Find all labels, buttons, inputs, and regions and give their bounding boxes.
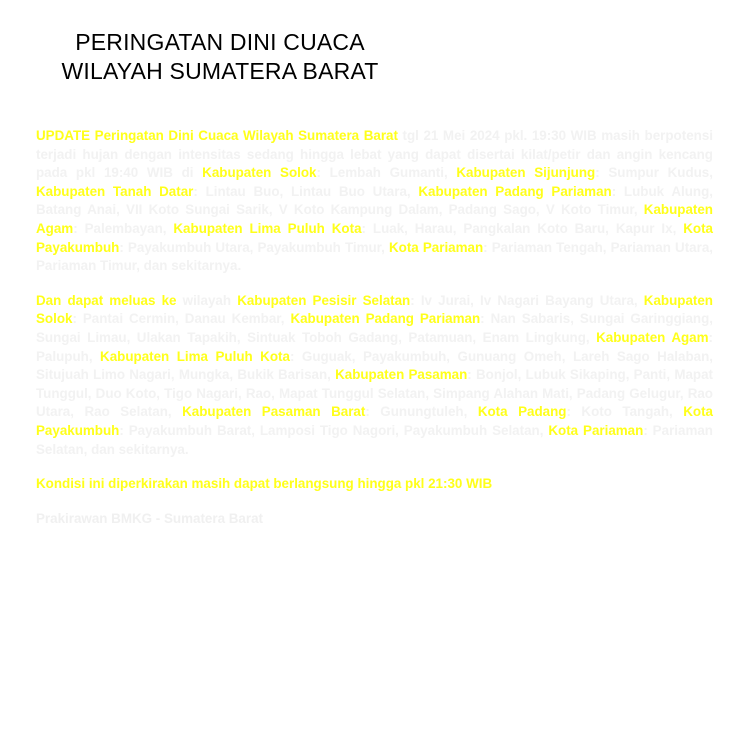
region-text: : Payakumbuh Utara, Payakumbuh Timur, [119,239,389,255]
region-highlight: Kota Pariaman [548,422,644,438]
region-highlight: Kabupaten Agam [36,202,713,236]
region-text: : Lubuk Alung, Batang Anai, VII Koto Sungai Sarik, V Koto Kampung Dalam, Padang Sago, V Koto Timur, [36,183,713,218]
region-text: : Guguak, Payakumbuh, Gunuang Omeh, Lareh Sago Halaban, Situjuah Limo Nagari, Mungka, Bukik Barisan, [36,348,713,383]
region-text: : Lintau Buo, Lintau Buo Utara, [193,183,419,199]
warning-body [36,127,713,544]
region-text: : Payakumbuh Barat, Lamposi Tigo Nagori, Payakumbuh Selatan, [119,422,549,438]
region-text: wilayah [176,292,238,308]
region-text: : Pariaman Tengah, Pariaman Utara, Pariaman Timur, dan sekitarnya. [36,239,713,274]
region-highlight: Kabupaten Padang Pariaman [418,183,612,199]
region-text: : Lembah Gumanti, [316,165,457,181]
region-text: : Luak, Harau, Pangkalan Koto Baru, Kapur Ix, [361,220,684,236]
region-text: : Nan Sabaris, Sungai Garinggiang, Sungai Limau, Ulakan Tapakih, Sintuak Toboh Gadang, Patamuan, Enam Lingkung, [36,311,714,345]
region-highlight: Kabupaten Lima Puluh Kota [100,348,290,364]
region-text: : Palupuh, [36,329,713,364]
region-highlight: Kabupaten Padang Pariaman [290,311,481,327]
region-highlight: Kabupaten Tanah Datar [36,183,194,199]
region-highlight: Kabupaten Pesisir Selatan [237,292,411,308]
region-highlight: Kabupaten Pasaman [335,367,468,383]
signature: Prakirawan BMKG - Sumatera Barat [36,510,263,526]
region-highlight: Kota Padang [477,404,567,420]
region-highlight: Kota Pariaman [389,239,484,255]
region-text: : Bonjol, Lubuk Sikaping, Panti, Mapat Tunggul, Duo Koto, Tigo Nagari, Rao, Mapat Tunggul Selatan, Simpang Alahan Mati, Padang Gelugur, Rao Utara, Rao Selatan, [36,367,714,420]
region-highlight: Kabupaten Solok [202,165,317,181]
page-title [0,28,440,86]
region-text: : Palembayan, [73,220,174,236]
title-line-2: WILAYAH SUMATERA BARAT [61,58,379,84]
region-highlight: UPDATE Peringatan Dini Cuaca Wilayah Sumatera Barat [36,128,398,143]
region-highlight: Dan dapat meluas ke [36,292,177,308]
region-highlight: Kabupaten Sijunjung [456,165,596,181]
region-highlight: Kabupaten Pasaman Barat [182,404,366,420]
region-text: : Sumpur Kudus, [595,165,713,181]
title-line-1: PERINGATAN DINI CUACA [75,29,365,55]
region-highlight: Kota Payakumbuh [36,220,713,255]
region-highlight: Kabupaten Lima Puluh Kota [173,220,362,236]
region-text: : Koto Tangah, [566,404,684,420]
region-text: tgl 21 Mei 2024 pkl. 19:30 WIB masih berpotensi terjadi hujan dengan intensitas sedang hingga lebat yang dapat disertai kilat/petir dan angin kencang pada pkl 19:40 WIB di [36,128,713,181]
paragraph-update [36,127,713,276]
region-highlight: Kabupaten Solok [36,292,713,327]
region-text: : Iv Jurai, Iv Nagari Bayang Utara, [410,292,644,308]
region-text: : Gunungtuleh, [365,404,478,420]
region-highlight: Kabupaten Agam [596,329,709,345]
paragraph-expansion [36,292,713,459]
duration-note: Kondisi ini diperkirakan masih dapat berlangsung hingga pkl 21:30 WIB [36,476,493,492]
region-text: : Pariaman Selatan, dan sekitarnya. [36,422,713,457]
region-highlight: Kota Payakumbuh [36,404,714,438]
region-text: : Pantai Cermin, Danau Kembar, [72,311,291,327]
